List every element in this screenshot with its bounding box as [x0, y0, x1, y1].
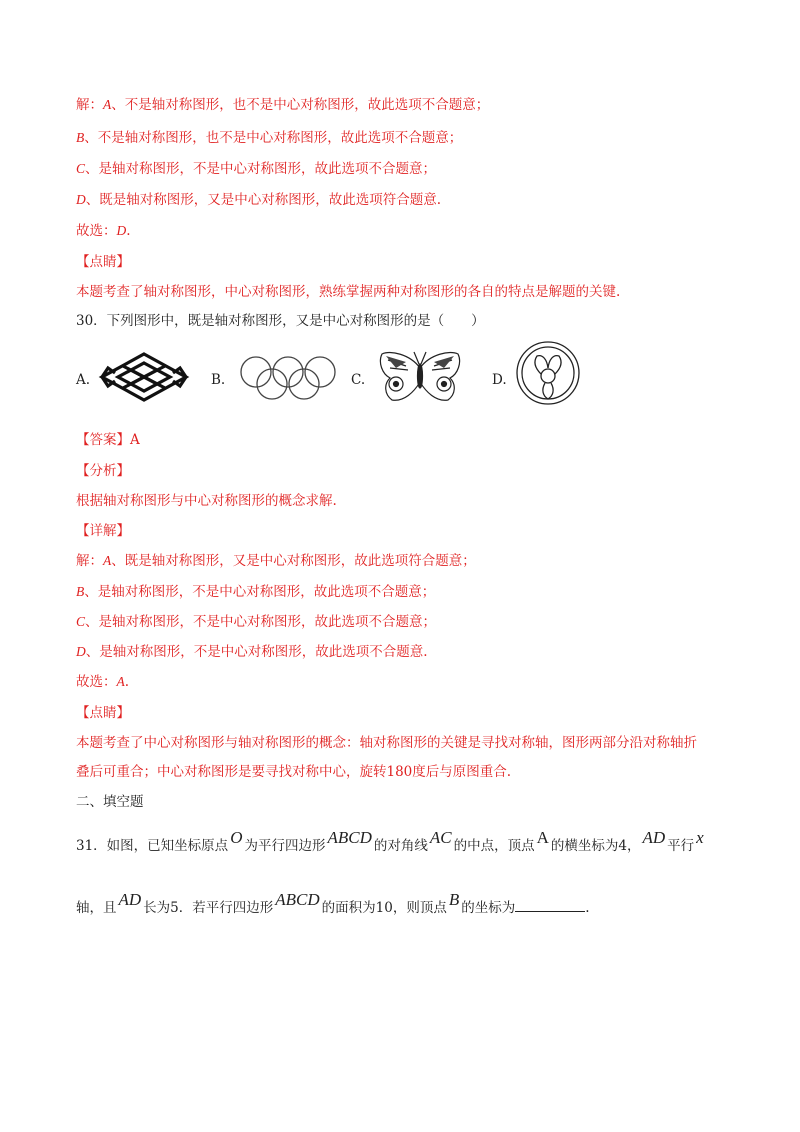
q30-option-b-label: B. [211, 372, 226, 388]
q30-detail-line-1: 解：A、既是轴对称图形，又是中心对称图形，故此选项符合题意； [76, 553, 476, 569]
q31-line-1: 31．如图，已知坐标原点 O 为平行四边形 ABCD 的对角线 AC 的中点，顶点 A 的横坐标为4， AD 平行 x [76, 828, 704, 854]
prev-solution-line-2: B、不是轴对称图形，也不是中心对称图形，故此选项不合题意； [76, 130, 463, 146]
q31-answer-blank[interactable] [515, 899, 585, 912]
prev-solution-line-1: 解：A、不是轴对称图形，也不是中心对称图形，故此选项不合题意； [76, 97, 490, 113]
q30-comment-line-1: 本题考查了中心对称图形与轴对称图形的概念：轴对称图形的关键是寻找对称轴，图形两部分沿对称轴折 [76, 735, 697, 751]
olympic-rings-icon [236, 356, 340, 402]
q30-detail-line-4: D、是轴对称图形，不是中心对称图形，故此选项不合题意. [76, 644, 428, 660]
q30-option-d-label: D. [492, 372, 507, 388]
prev-solution-line-3: C、是轴对称图形，不是中心对称图形，故此选项不合题意； [76, 161, 437, 177]
q30-analysis-heading: 【分析】 [76, 463, 130, 479]
butterfly-icon [376, 348, 464, 404]
q30-detail-line-3: C、是轴对称图形，不是中心对称图形，故此选项不合题意； [76, 614, 437, 630]
q30-detail-line-2: B、是轴对称图形，不是中心对称图形，故此选项不合题意； [76, 584, 436, 600]
prev-solution-line-4: D、既是轴对称图形，又是中心对称图形，故此选项符合题意. [76, 192, 442, 208]
prev-comment-text: 本题考查了轴对称图形，中心对称图形，熟练掌握两种对称图形的各自的特点是解题的关键. [76, 284, 621, 300]
prev-answer: 故选：D. [76, 223, 131, 239]
q30-choose: 故选：A. [76, 674, 130, 690]
prev-comment-heading: 【点睛】 [76, 254, 130, 270]
chinese-knot-icon [98, 350, 190, 404]
q30-option-a-label: A. [76, 372, 91, 388]
steering-wheel-icon [515, 340, 581, 406]
q30-detail-heading: 【详解】 [76, 523, 130, 539]
q30-comment-heading: 【点睛】 [76, 705, 130, 721]
q30-answer: 【答案】A [76, 432, 140, 448]
q31-line-2: 轴，且 AD 长为5．若平行四边形 ABCD 的面积为10，则顶点 B 的坐标为 . [76, 890, 590, 916]
q30-comment-line-2: 叠后可重合；中心对称图形是要寻找对称中心，旋转180度后与原图重合. [76, 764, 512, 780]
section-title: 二、填空题 [76, 794, 144, 810]
q30-stem: 30．下列图形中，既是轴对称图形，又是中心对称图形的是（ ） [76, 313, 485, 329]
q30-analysis-text: 根据轴对称图形与中心对称图形的概念求解. [76, 493, 337, 509]
q30-option-c-label: C. [351, 372, 366, 388]
